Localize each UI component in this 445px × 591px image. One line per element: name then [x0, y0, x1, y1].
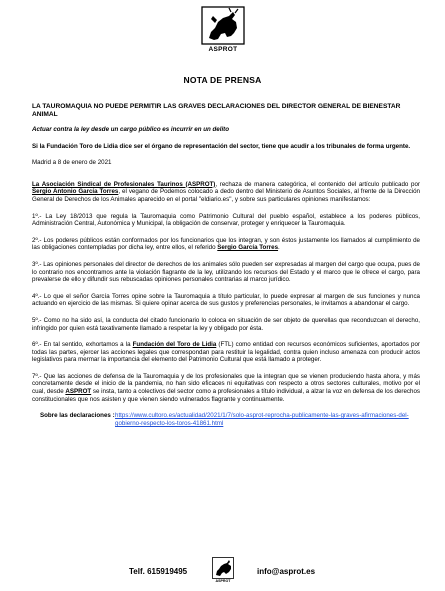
dateline: Madrid a 8 de enero de 2021 — [32, 159, 112, 167]
org-name: La Asociación Sindical de Profesionales Taurinos (ASPROT) — [32, 180, 216, 188]
point-5: 5º.- Como no ha sido así, la conducta del citado funcionario lo coloca en situación de ser objeto de querellas que reconduzcan el derecho, infringido por quien está taxativamente llamado a respetar la ley y obligado por ésta. — [32, 316, 420, 332]
person-name: Sergio García Torres — [217, 244, 279, 252]
document-title: NOTA DE PRENSA — [183, 75, 262, 85]
intro-paragraph: La Asociación Sindical de Profesionales Taurinos (ASPROT), rechaza de manera categórica, el contenido del artículo publicado por Sergio Antonio García Torres, el vegano de Podemos colocado a dedo dentro del Ministerio de Asuntos Sociales, al frente de la Dirección General de Derechos de los Animales aparecido en el portal "eldiario.es", y sobre sus particulares opiniones manifestamos: — [32, 180, 420, 203]
footer-logo — [212, 557, 234, 587]
subheadline-secondary: Si la Fundación Toro de Lidia dice ser el órgano de representación del sector, tiene que acudir a los tribunales de forma urgente. — [32, 142, 411, 150]
point-7: 7º.- Que las acciones de defensa de la Tauromaquia y de los profesionales que la integran que se vienen produciendo hasta ahora, y más concretamente desde el inicio de la pandemia, no han sido eficaces ni equitativas con respecto a otros sectores culturales, motivo por el cual, desde ASPROT se insta, tanto a colectivos del sector como a profesionales a título individual, a alzar la voz en defensa de los derechos constitucionales que nos asisten y que vienen siendo vulnerados flagrante y continuamente. — [32, 372, 420, 403]
subheadline: Actuar contra la ley desde un cargo público es incurrir en un delito — [32, 126, 230, 133]
bull-logo-icon — [201, 6, 245, 46]
logo-text: ASPROT — [208, 46, 238, 53]
point-4: 4º.- Lo que el señor García Torres opine sobre la Tauromaquia a título particular, lo puede expresar al margen de sus funciones y nunca actuando en ejercicio de las mismas. Si quiere opinar acerca de sus gustos y preferencias personales, le invitamos a abandonar el cargo. — [32, 292, 420, 308]
org-name: Fundación del Toro de Lidia — [132, 341, 217, 349]
point-2: 2º.- Los poderes públicos están conformados por los funcionarios que los integran, y son éstos justamente los llamados al cumplimiento de las obligaciones contempladas por dicha ley, entre ellos, el referido Sergio García Torres. — [32, 236, 420, 252]
point-6: 6º.- En tal sentido, exhortamos a la Fundación del Toro de Lidia (FTL) como entidad con recursos económicos suficientes, aportados por todas las partes, ejercer las acciones legales que correspondan para restituir la legalidad, contra quien incluso amenaza con producir actos legislativos para mermar la importancia del elemento del Patrimonio Cultural que está llamado a proteger. — [32, 341, 420, 364]
footer-logo-text: ASPROT — [215, 579, 231, 583]
asprot-logo — [201, 6, 245, 56]
sources-label: Sobre las declaraciones : — [40, 412, 115, 420]
sources-section — [32, 412, 420, 427]
bull-logo-icon — [212, 557, 234, 579]
person-name: Sergio Antonio García Torres — [32, 188, 119, 196]
point-1: 1º.- La Ley 18/2013 que regula la Tauromaquia como Patrimonio Cultural del pueblo español, establece a los poderes públicos, Administración Central, Autonómica y Municipal, la obligación de conservar, proteger y enriquecer la Tauromaquia. — [32, 212, 420, 228]
footer-phone: Telf. 615919495 — [129, 567, 188, 576]
document-body — [32, 103, 420, 427]
point-3: 3º.- Las opiniones personales del director de derechos de los animales sólo pueden ser expresadas al margen del cargo que ocupa, pues de lo contrario nos encontramos ante la violación flagrante de la ley, utilizando los recursos del Estado y el marco que le ofrece el cargo, para prevalerse de ello y difundir sus rebuscadas opiniones personales contrarias al marco jurídico. — [32, 260, 420, 284]
org-name: ASPROT — [65, 388, 92, 396]
source-link[interactable]: https://www.cultoro.es/actualidad/2021/1/7/solo-asprot-reprocha-publicamente-las-graves-afirmaciones-del-gobierno-respecto-los-toros-41861.html — [115, 412, 409, 427]
headline: LA TAUROMAQUIA NO PUEDE PERMITIR LAS GRAVES DECLARACIONES DEL DIRECTOR GENERAL DE BIENESTAR ANIMAL — [32, 103, 401, 118]
footer — [0, 555, 445, 591]
footer-email[interactable]: info@asprot.es — [257, 567, 316, 576]
